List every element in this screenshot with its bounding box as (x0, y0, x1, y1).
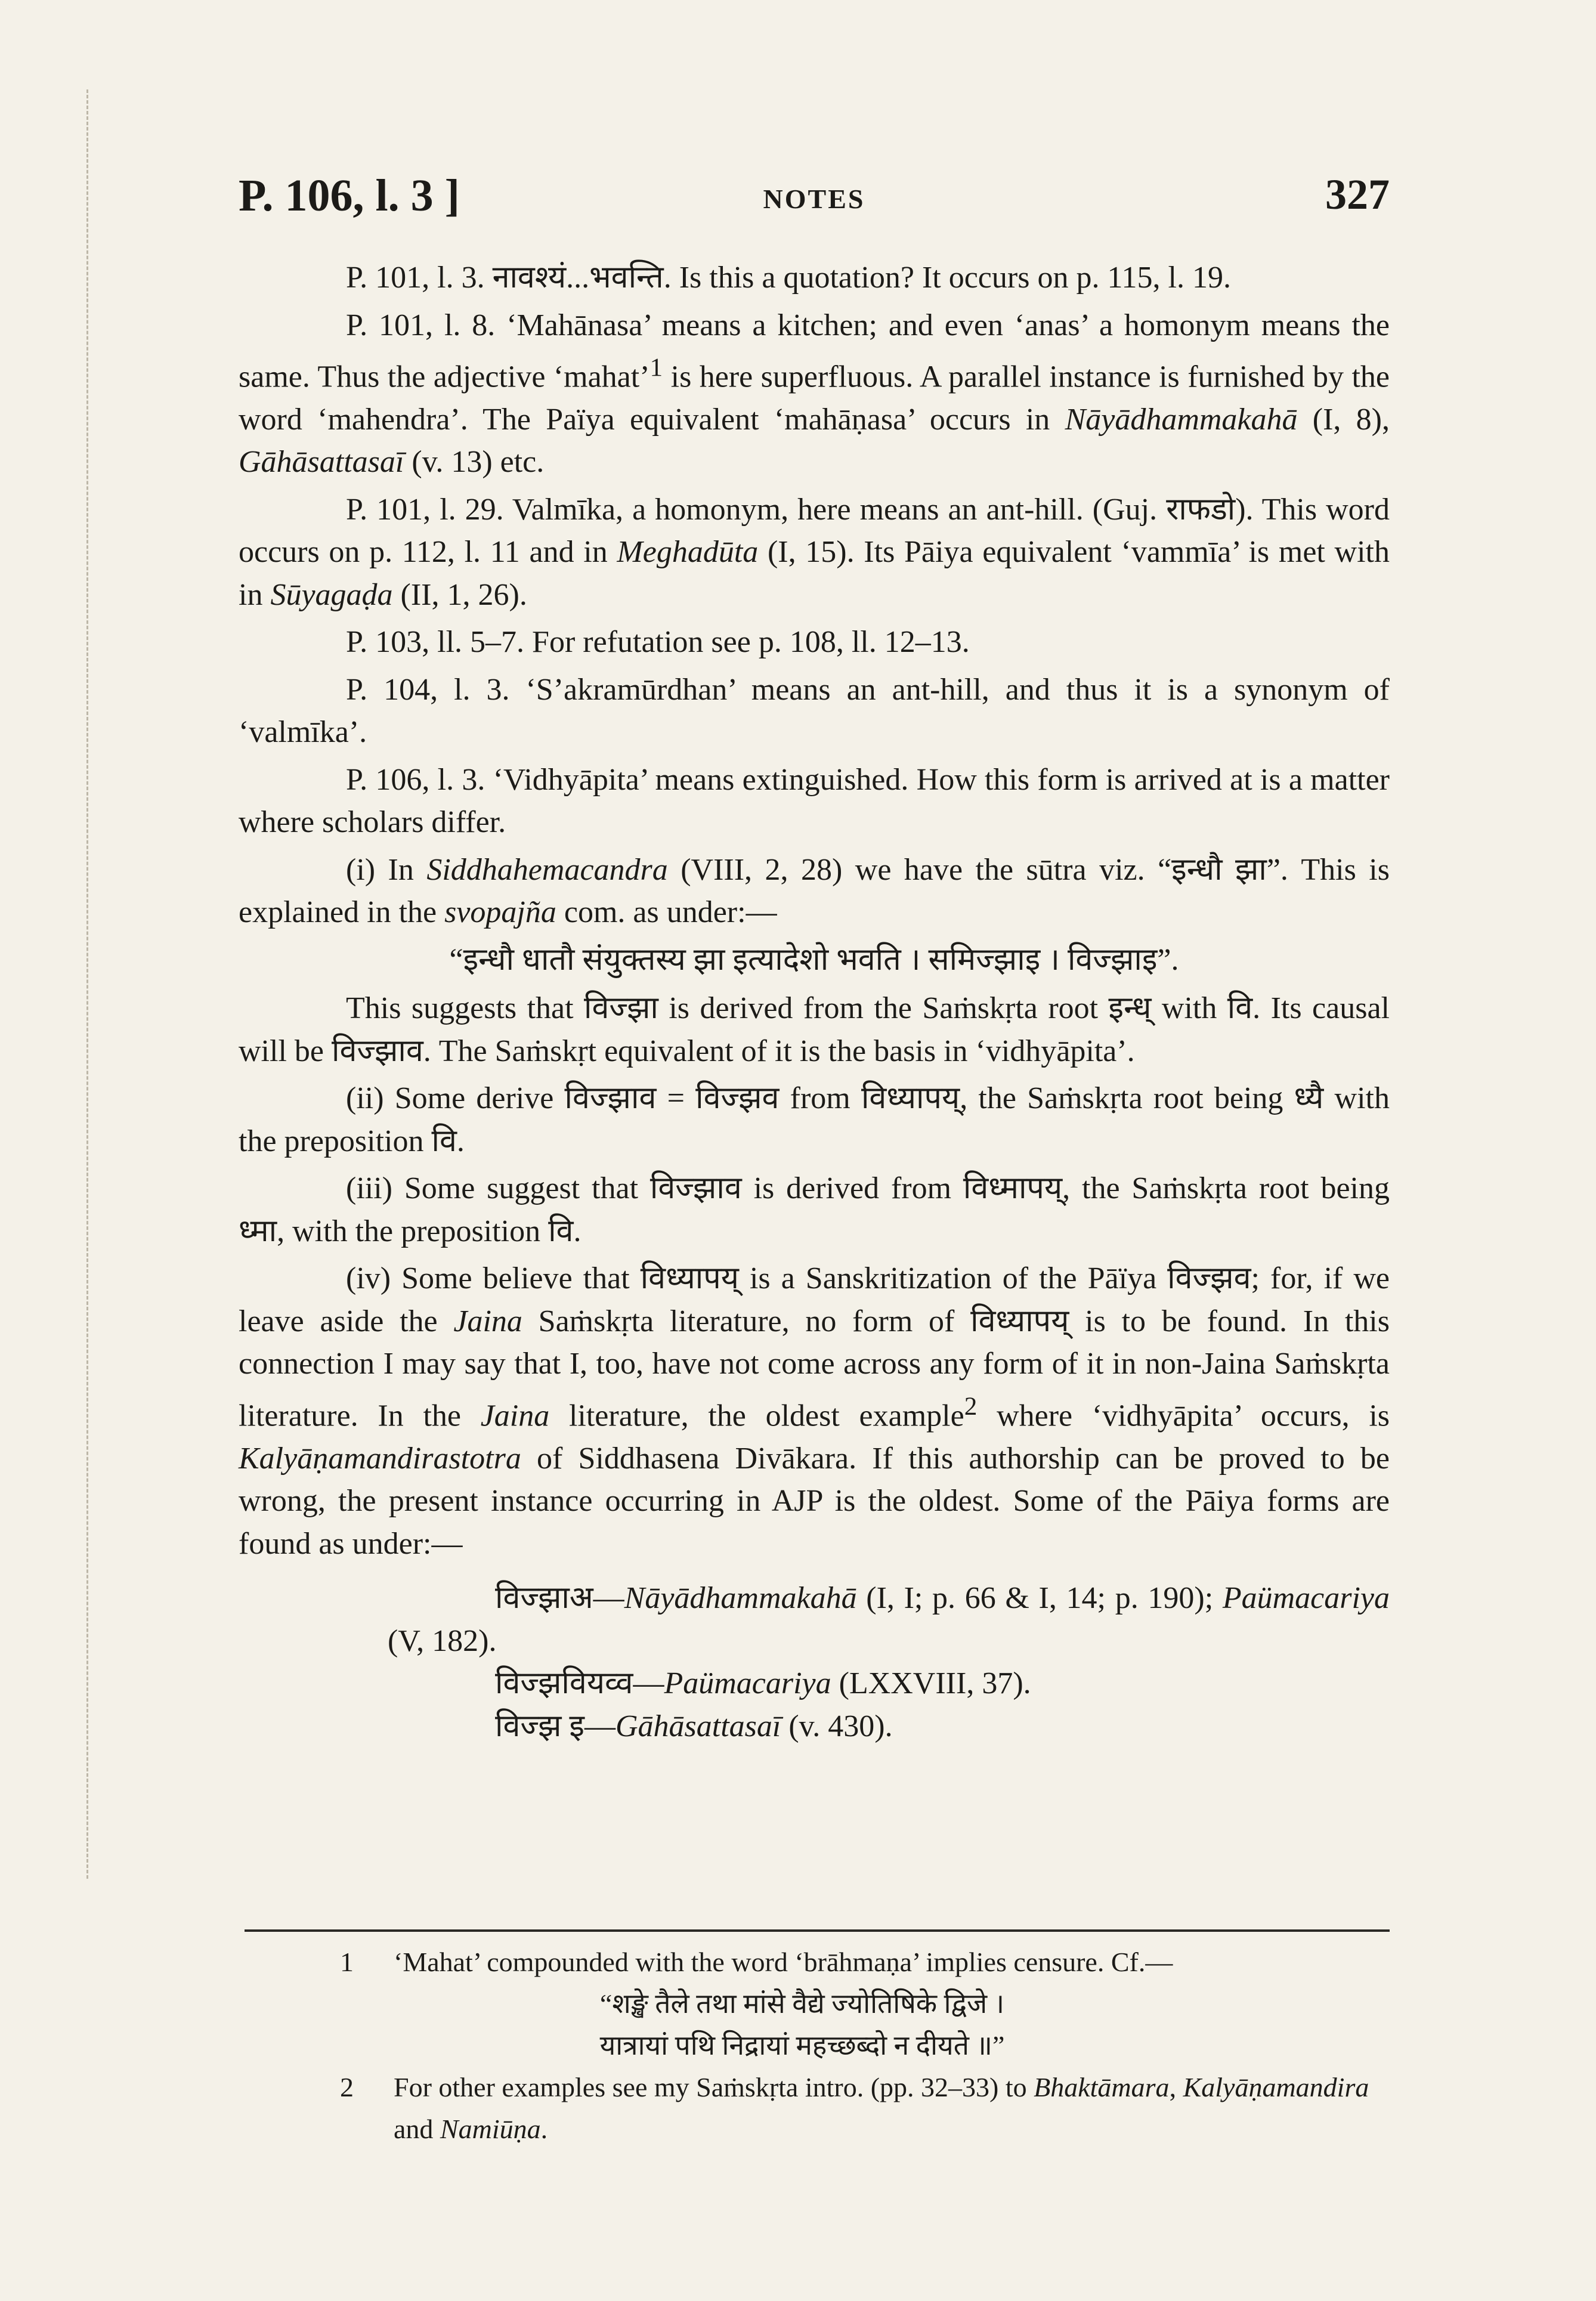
point-i-explanation: This suggests that विज्झा is derived from the Saṁskṛta root इन्ध् with वि. Its causal will be विज्झाव. The Saṁskṛt equivalent of it is the basis in ‘vidhyāpita’. (239, 991, 1390, 1068)
point-iii: (iii) Some suggest that विज्झाव is derived from विध्मापय्, the Saṁskṛta root being ध्मा, with the preposition वि. (239, 1171, 1390, 1248)
point-iv: (iv) Some believe that विध्यापय् is a Sanskritization of the Pāïya विज्झव; for, if we leave aside the Jaina Saṁskṛta literature, no form of विध्यापय् is to be found. In this connection I may say that I, too, have not come across any form of it in non-Jaina Saṁskṛta literature. In the Jaina literature, the oldest example$^2$ where ‘vidhyāpita’ occurs, is Kalyāṇamandirastotra of Siddhasena Divākara. If this authorship can be proved to be wrong, the present instance occurring in AJP is the oldest. Some of the Pāiya forms are found as under:— (239, 1261, 1390, 1561)
scan-edge-line (86, 89, 88, 1879)
note-p101-l8: P. 101, l. 8. ‘Mahānasa’ means a kitchen; and even ‘anas’ a homonym means the same. Thus the adjective ‘mahat’$^1$ is here superfluous. A parallel instance is furnished by the word ‘mahendra’. The Païya equivalent ‘mahāṇasa’ occurs in Nāyādhammakahā (I, 8), Gāhāsattasaī (v. 13) etc. (239, 308, 1390, 480)
footnote-ref-1[interactable]: 1 (649, 353, 663, 382)
running-header (239, 170, 1390, 236)
sanskrit-quotation: “इन्धौ धातौ संयुक्तस्य झा इत्यादेशो भवति । समिज्झाइ । विज्झाइ”. (449, 942, 1179, 977)
footnote-1: 1 ‘Mahat’ compounded with the word ‘brāhmaṇa’ implies censure. Cf.— “शङ्खे तैले तथा मांसे वैद्ये ज्योतिषिके द्विजे । यात्रायां पथि निद्रायां महच्छब्दो न दीयते ॥” (239, 1941, 1390, 2067)
footnote-1-verse-line-1: “शङ्खे तैले तथा मांसे वैद्ये ज्योतिषिके द्विजे । (599, 1988, 1005, 2019)
page-number: 327 (1325, 171, 1390, 218)
note-p103: P. 103, ll. 5–7. For refutation see p. 108, ll. 12–13. (346, 625, 970, 660)
note-p101-l3: P. 101, l. 3. नावश्यं...भवन्ति. Is this a quotation? It occurs on p. 115, l. 19. (346, 261, 1231, 295)
footnote-2-number: 2 (340, 2072, 354, 2102)
note-p106: P. 106, l. 3. ‘Vidhyāpita’ means extinguished. How this form is arrived at is a matter where scholars differ. (239, 762, 1390, 840)
header-title: NOTES (763, 184, 865, 214)
note-p104: P. 104, l. 3. ‘S’akramūrdhan’ means an ant-hill, and thus it is a synonym of ‘valmīka’. (239, 672, 1390, 750)
point-i: (i) In Siddhahemacandra (VIII, 2, 28) we have the sūtra viz. “इन्धौ झा”. This is explained in the svopajña com. as under:— (239, 852, 1390, 930)
footnote-1-number: 1 (340, 1947, 354, 1977)
form-line-3: विज्झ इ—Gāhāsattasaī (v. 430). (495, 1709, 893, 1743)
footnote-2: 2 For other examples see my Saṁskṛta intro. (pp. 32–33) to Bhaktāmara, Kalyāṇamandira and Namiūṇa. (239, 2067, 1390, 2150)
footnote-1-verse-line-2: यात्रायां पथि निद्रायां महच्छब्दो न दीयते ॥” (599, 2030, 1005, 2061)
main-text (239, 256, 1390, 1748)
paiya-forms-list (388, 1577, 1390, 1748)
form-line-2: विज्झवियव्व—Paümacariya (LXXVIII, 37). (495, 1666, 1031, 1701)
footnote-divider (245, 1929, 1390, 1932)
note-p101-l29: P. 101, l. 29. Valmīka, a homonym, here means an ant-hill. (Guj. राफडो). This word occurs on p. 112, l. 11 and in Meghadūta (I, 15). Its Pāiya equivalent ‘vammīa’ is met with in Sūyagaḍa (II, 1, 26). (239, 492, 1390, 612)
footnotes (239, 1941, 1390, 2150)
header-reference: P. 106, l. 3 ] (239, 171, 460, 221)
footnote-ref-2[interactable]: 2 (964, 1391, 978, 1421)
point-ii: (ii) Some derive विज्झाव = विज्झव from विध्यापय्, the Saṁskṛta root being ध्यै with the preposition वि. (239, 1081, 1390, 1158)
form-line-1: विज्झाअ—Nāyādhammakahā (I, I; p. 66 & I, 14; p. 190); Paümacariya (V, 182). (388, 1581, 1390, 1658)
